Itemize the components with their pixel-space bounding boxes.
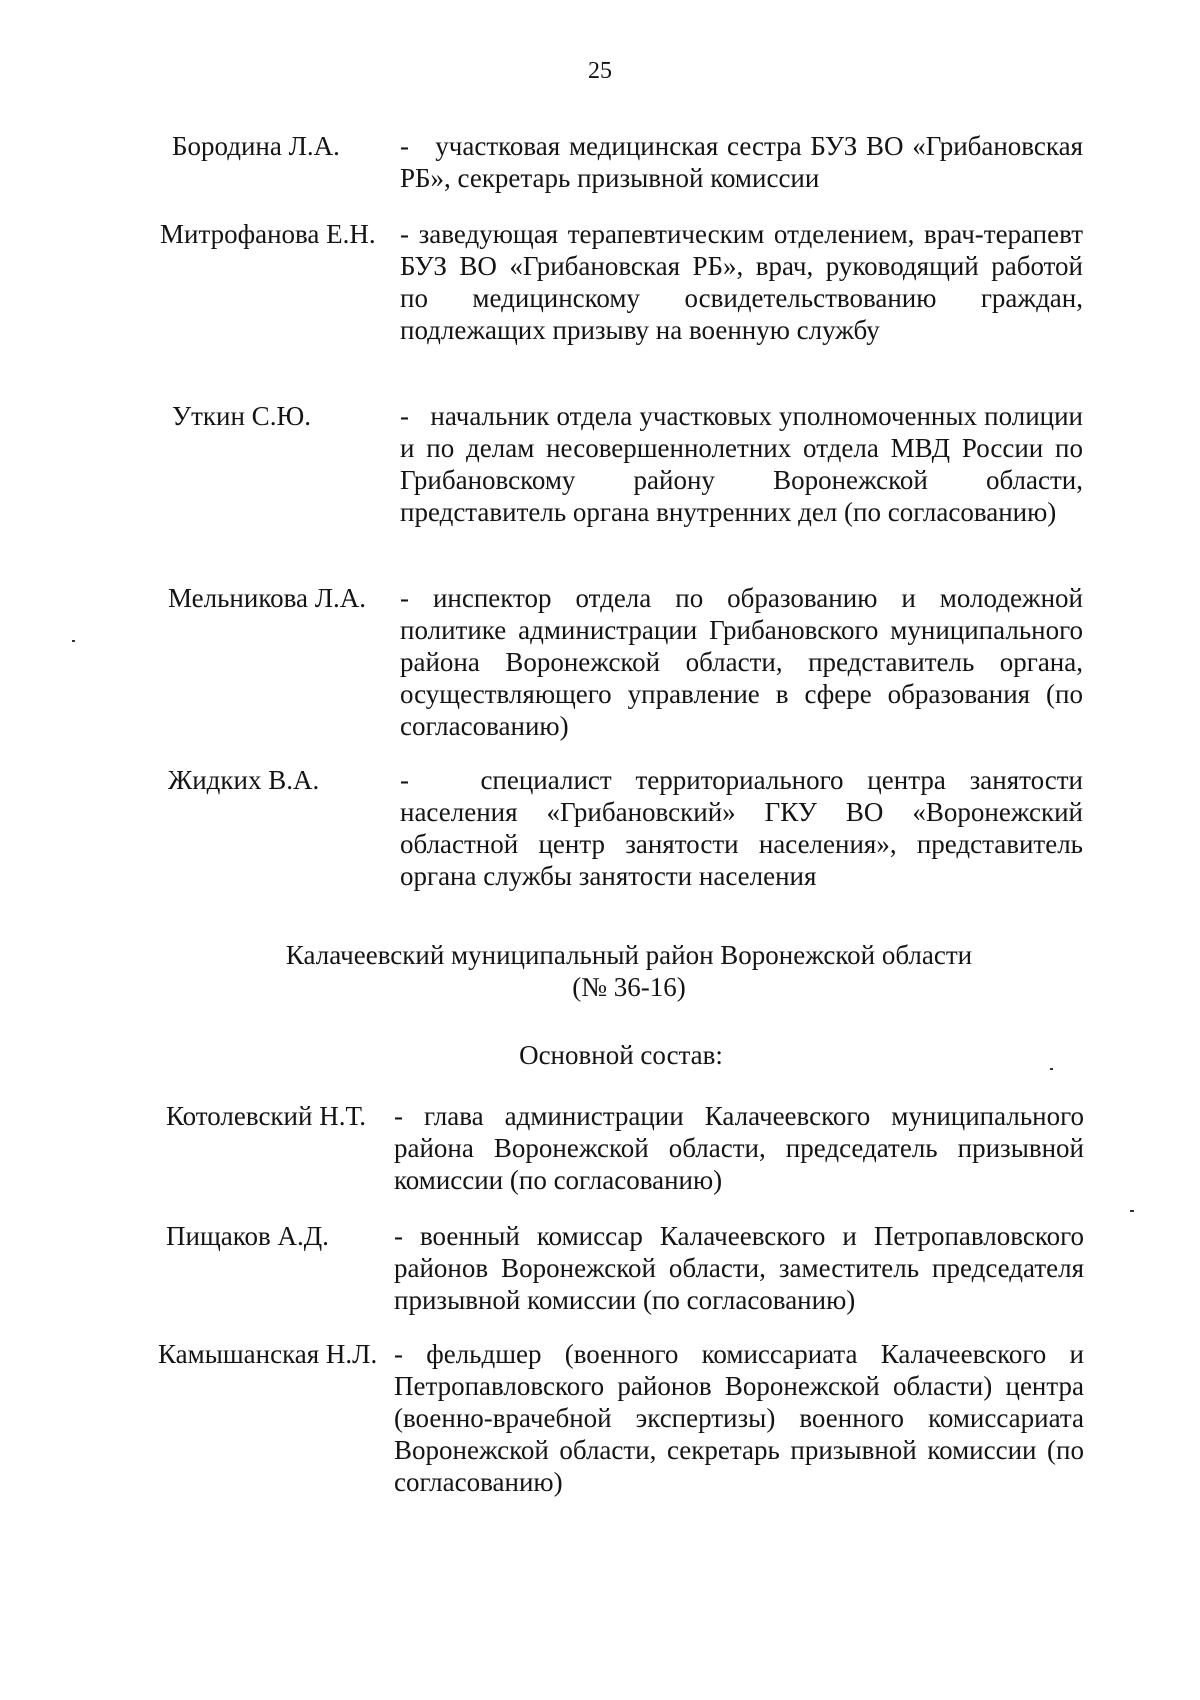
member-role: - начальник отдела участковых уполномоченных полиции и по делам несовершеннолетних отдела МВД России по Грибановскому району Воронежской области, представитель органа внутренних дел (по согласованию)	[400, 401, 1083, 527]
member-role: - специалист территориального центра занятости населения «Грибановский» ГКУ ВО «Воронежский областной центр занятости населения», представитель органа службы занятости населения	[400, 765, 1083, 891]
member-role: - глава администрации Калачеевского муниципального района Воронежской области, председатель призывной комиссии (по согласованию)	[394, 1101, 1084, 1195]
page-number: 25	[588, 58, 612, 84]
member-name: Жидких В.А.	[168, 765, 320, 795]
member-name: Митрофанова Е.Н.	[160, 219, 376, 249]
member-name: Мельникова Л.А.	[168, 583, 367, 613]
member-name: Камышанская Н.Л.	[158, 1339, 378, 1369]
scan-speck	[1130, 1210, 1134, 1212]
scan-speck	[1050, 1068, 1053, 1070]
member-name: Котолевский Н.Т.	[166, 1101, 366, 1131]
member-name: Уткин С.Ю.	[172, 401, 311, 431]
member-name: Бородина Л.А.	[172, 131, 340, 161]
member-name: Пищаков А.Д.	[166, 1221, 329, 1251]
composition-subtitle: Основной состав:	[519, 1040, 723, 1070]
district-number: (№ 36-16)	[572, 972, 686, 1002]
member-role: - инспектор отдела по образованию и молодежной политике администрации Грибановского муниципального района Воронежской области, представитель органа, осуществляющего управление в сфере образования (по согласованию)	[400, 583, 1083, 741]
district-title: Калачеевский муниципальный район Воронежской области	[285, 940, 973, 970]
member-role: - фельдшер (военного комиссариата Калачеевского и Петропавловского районов Воронежской области) центра (военно-врачебной экспертизы) военного комиссариата Воронежской области, секретарь призывной комиссии (по согласованию)	[394, 1339, 1084, 1497]
scan-speck	[72, 640, 75, 642]
member-role: - заведующая терапевтическим отделением, врач-терапевт БУЗ ВО «Грибановская РБ», врач, руководящий работой по медицинскому освидетельствованию граждан, подлежащих призыву на военную службу	[400, 219, 1083, 345]
member-role: - участковая медицинская сестра БУЗ ВО «Грибановская РБ», секретарь призывной комиссии	[400, 131, 1083, 193]
member-role: - военный комиссар Калачеевского и Петропавловского районов Воронежской области, заместитель председателя призывной комиссии (по согласованию)	[394, 1221, 1084, 1315]
